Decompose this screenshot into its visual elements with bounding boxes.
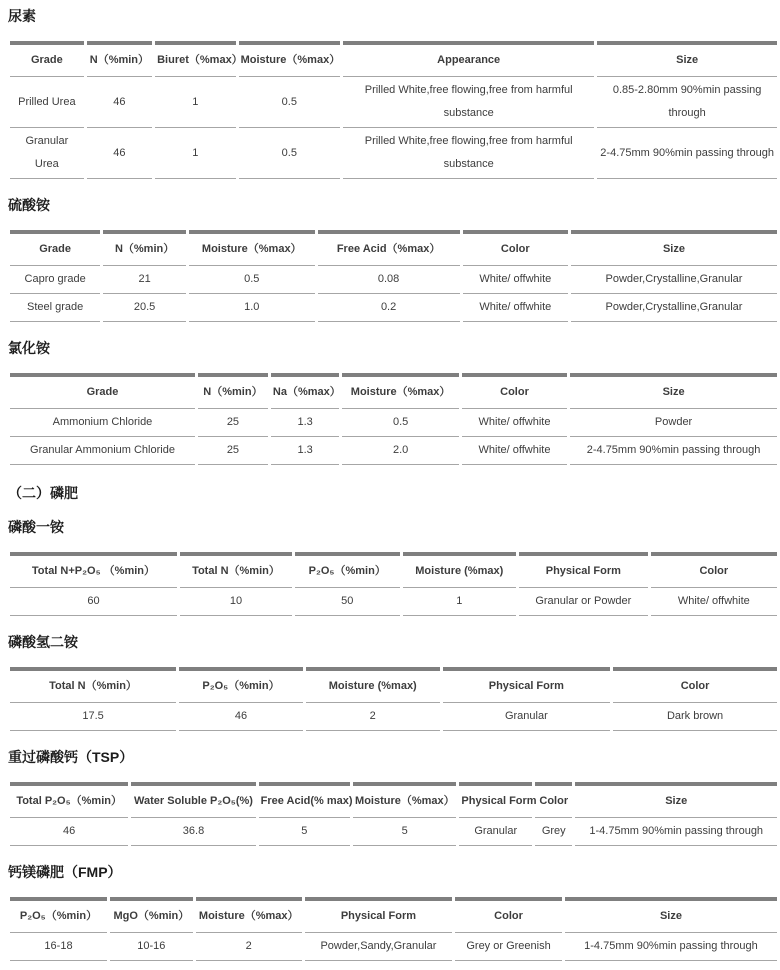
table-header-row	[10, 897, 777, 933]
table-cell: 46	[87, 128, 152, 179]
column-header: Na（%max）	[271, 373, 339, 409]
table-cell: White/ offwhite	[651, 588, 777, 616]
urea-spec-table	[7, 41, 780, 179]
table-cell: Granular	[443, 703, 611, 731]
column-header: P₂O₅（%min）	[179, 667, 303, 703]
column-header: P₂O₅（%min）	[10, 897, 107, 933]
fmp-spec-table	[7, 897, 780, 961]
table-cell: Granular Urea	[10, 128, 84, 179]
table-cell: Granular or Powder	[519, 588, 648, 616]
table-cell: 21	[103, 266, 186, 294]
table-row	[10, 703, 777, 731]
table-row	[10, 588, 777, 616]
column-header: Water Soluble P₂O₅(%)	[131, 782, 255, 818]
column-header: MgO（%min）	[110, 897, 193, 933]
column-header: N（%min）	[87, 41, 152, 77]
table-cell: 2	[196, 933, 302, 961]
column-header: Color	[463, 230, 568, 266]
table-cell: 46	[10, 818, 128, 846]
column-header: Size	[565, 897, 777, 933]
table-cell: 1.3	[271, 409, 339, 437]
column-header: Grade	[10, 373, 195, 409]
column-header: Moisture（%max）	[189, 230, 315, 266]
section-ammonium-chloride	[7, 340, 780, 465]
table-cell: 46	[179, 703, 303, 731]
section-tsp	[7, 749, 780, 846]
column-header: Color	[462, 373, 567, 409]
table-cell: 1.3	[271, 437, 339, 465]
column-header: Moisture（%max）	[196, 897, 302, 933]
table-row	[10, 266, 777, 294]
section-dap	[7, 634, 780, 731]
column-header: N（%min）	[198, 373, 268, 409]
table-cell: Powder	[570, 409, 777, 437]
table-row	[10, 294, 777, 322]
column-header: N（%min）	[103, 230, 186, 266]
section-ammonium-sulfate	[7, 197, 780, 322]
tsp-spec-table	[7, 782, 780, 846]
column-header: Grade	[10, 41, 84, 77]
column-header: Appearance	[343, 41, 594, 77]
column-header: Free Acid(% max)	[259, 782, 350, 818]
section-heading-map: 磷酸一铵	[8, 519, 64, 535]
table-cell: 0.5	[342, 409, 459, 437]
table-row	[10, 437, 777, 465]
section-heading-tsp: 重过磷酸钙（TSP）	[8, 749, 134, 765]
table-cell: Powder,Crystalline,Granular	[571, 266, 777, 294]
table-cell: 2-4.75mm 90%min passing through	[570, 437, 777, 465]
column-header: Physical Form	[305, 897, 452, 933]
column-header: Total N+P₂O₅ （%min）	[10, 552, 177, 588]
table-cell: 25	[198, 409, 268, 437]
column-header: Color	[613, 667, 777, 703]
column-header: Color	[455, 897, 562, 933]
table-cell: Prilled White,free flowing,free from harmful substance	[343, 77, 594, 128]
table-cell: 0.5	[189, 266, 315, 294]
table-cell: 2-4.75mm 90%min passing through	[597, 128, 777, 179]
table-row	[10, 409, 777, 437]
section-heading-urea: 尿素	[8, 8, 36, 24]
section-heading-ammonium-sulfate: 硫酸铵	[8, 197, 50, 213]
section-heading-ammonium-chloride: 氯化铵	[8, 340, 50, 356]
table-cell: White/ offwhite	[463, 266, 568, 294]
column-header: Size	[575, 782, 777, 818]
table-cell: 1	[155, 128, 235, 179]
table-cell: 46	[87, 77, 152, 128]
column-header: Size	[570, 373, 777, 409]
table-cell: 10	[180, 588, 292, 616]
table-cell: 1-4.75mm 90%min passing through	[565, 933, 777, 961]
table-cell: 1-4.75mm 90%min passing through	[575, 818, 777, 846]
column-header: Size	[597, 41, 777, 77]
column-header: Physical Form	[519, 552, 648, 588]
table-cell: 5	[353, 818, 456, 846]
section-urea	[7, 8, 780, 179]
table-cell: 2.0	[342, 437, 459, 465]
column-header: Size	[571, 230, 777, 266]
table-cell: Capro grade	[10, 266, 100, 294]
category-heading-phosphate: （二）磷肥	[8, 485, 78, 501]
column-header: Moisture（%max）	[239, 41, 341, 77]
table-row	[10, 818, 777, 846]
table-cell: 36.8	[131, 818, 255, 846]
dap-spec-table	[7, 667, 780, 731]
table-cell: 0.5	[239, 128, 341, 179]
table-cell: 1	[155, 77, 235, 128]
table-cell: Granular Ammonium Chloride	[10, 437, 195, 465]
table-header-row	[10, 667, 777, 703]
table-cell: 5	[259, 818, 350, 846]
table-cell: Dark brown	[613, 703, 777, 731]
section-map	[7, 519, 780, 616]
table-cell: Ammonium Chloride	[10, 409, 195, 437]
table-row	[10, 77, 777, 128]
table-cell: Grey	[535, 818, 572, 846]
column-header: Physical Form	[459, 782, 532, 818]
table-cell: White/ offwhite	[462, 437, 567, 465]
table-header-row	[10, 782, 777, 818]
column-header: Moisture (%max)	[306, 667, 440, 703]
table-cell: 50	[295, 588, 400, 616]
column-header: Total N（%min）	[180, 552, 292, 588]
table-cell: 0.85-2.80mm 90%min passing through	[597, 77, 777, 128]
table-cell: 60	[10, 588, 177, 616]
table-cell: Powder,Crystalline,Granular	[571, 294, 777, 322]
section-heading-fmp: 钙镁磷肥（FMP）	[8, 864, 122, 880]
column-header: Moisture（%max）	[342, 373, 459, 409]
table-cell: White/ offwhite	[462, 409, 567, 437]
map-spec-table	[7, 552, 780, 616]
table-cell: 0.08	[318, 266, 460, 294]
table-cell: White/ offwhite	[463, 294, 568, 322]
table-header-row	[10, 41, 777, 77]
column-header: Moisture (%max)	[403, 552, 517, 588]
section-heading-dap: 磷酸氢二铵	[8, 634, 78, 650]
table-cell: 1.0	[189, 294, 315, 322]
column-header: Biuret（%max）	[155, 41, 235, 77]
table-header-row	[10, 230, 777, 266]
table-cell: Prilled White,free flowing,free from harmful substance	[343, 128, 594, 179]
column-header: P₂O₅（%min）	[295, 552, 400, 588]
table-cell: 20.5	[103, 294, 186, 322]
column-header: Grade	[10, 230, 100, 266]
column-header: Physical Form	[443, 667, 611, 703]
table-cell: Grey or Greenish	[455, 933, 562, 961]
column-header: Total P₂O₅（%min）	[10, 782, 128, 818]
ammonium-chloride-spec-table	[7, 373, 780, 465]
table-header-row	[10, 373, 777, 409]
table-cell: Prilled Urea	[10, 77, 84, 128]
table-cell: 10-16	[110, 933, 193, 961]
table-cell: 25	[198, 437, 268, 465]
column-header: Free Acid（%max）	[318, 230, 460, 266]
table-cell: Steel grade	[10, 294, 100, 322]
table-cell: 16-18	[10, 933, 107, 961]
table-cell: Powder,Sandy,Granular	[305, 933, 452, 961]
table-cell: 2	[306, 703, 440, 731]
column-header: Color	[651, 552, 777, 588]
section-fmp	[7, 864, 780, 961]
table-row	[10, 933, 777, 961]
ammonium-sulfate-spec-table	[7, 230, 780, 322]
table-cell: 17.5	[10, 703, 176, 731]
column-header: Color	[535, 782, 572, 818]
column-header: Moisture（%max）	[353, 782, 456, 818]
table-cell: 0.2	[318, 294, 460, 322]
table-row	[10, 128, 777, 179]
table-cell: 0.5	[239, 77, 341, 128]
column-header: Total N（%min）	[10, 667, 176, 703]
table-header-row	[10, 552, 777, 588]
table-cell: Granular	[459, 818, 532, 846]
table-cell: 1	[403, 588, 517, 616]
